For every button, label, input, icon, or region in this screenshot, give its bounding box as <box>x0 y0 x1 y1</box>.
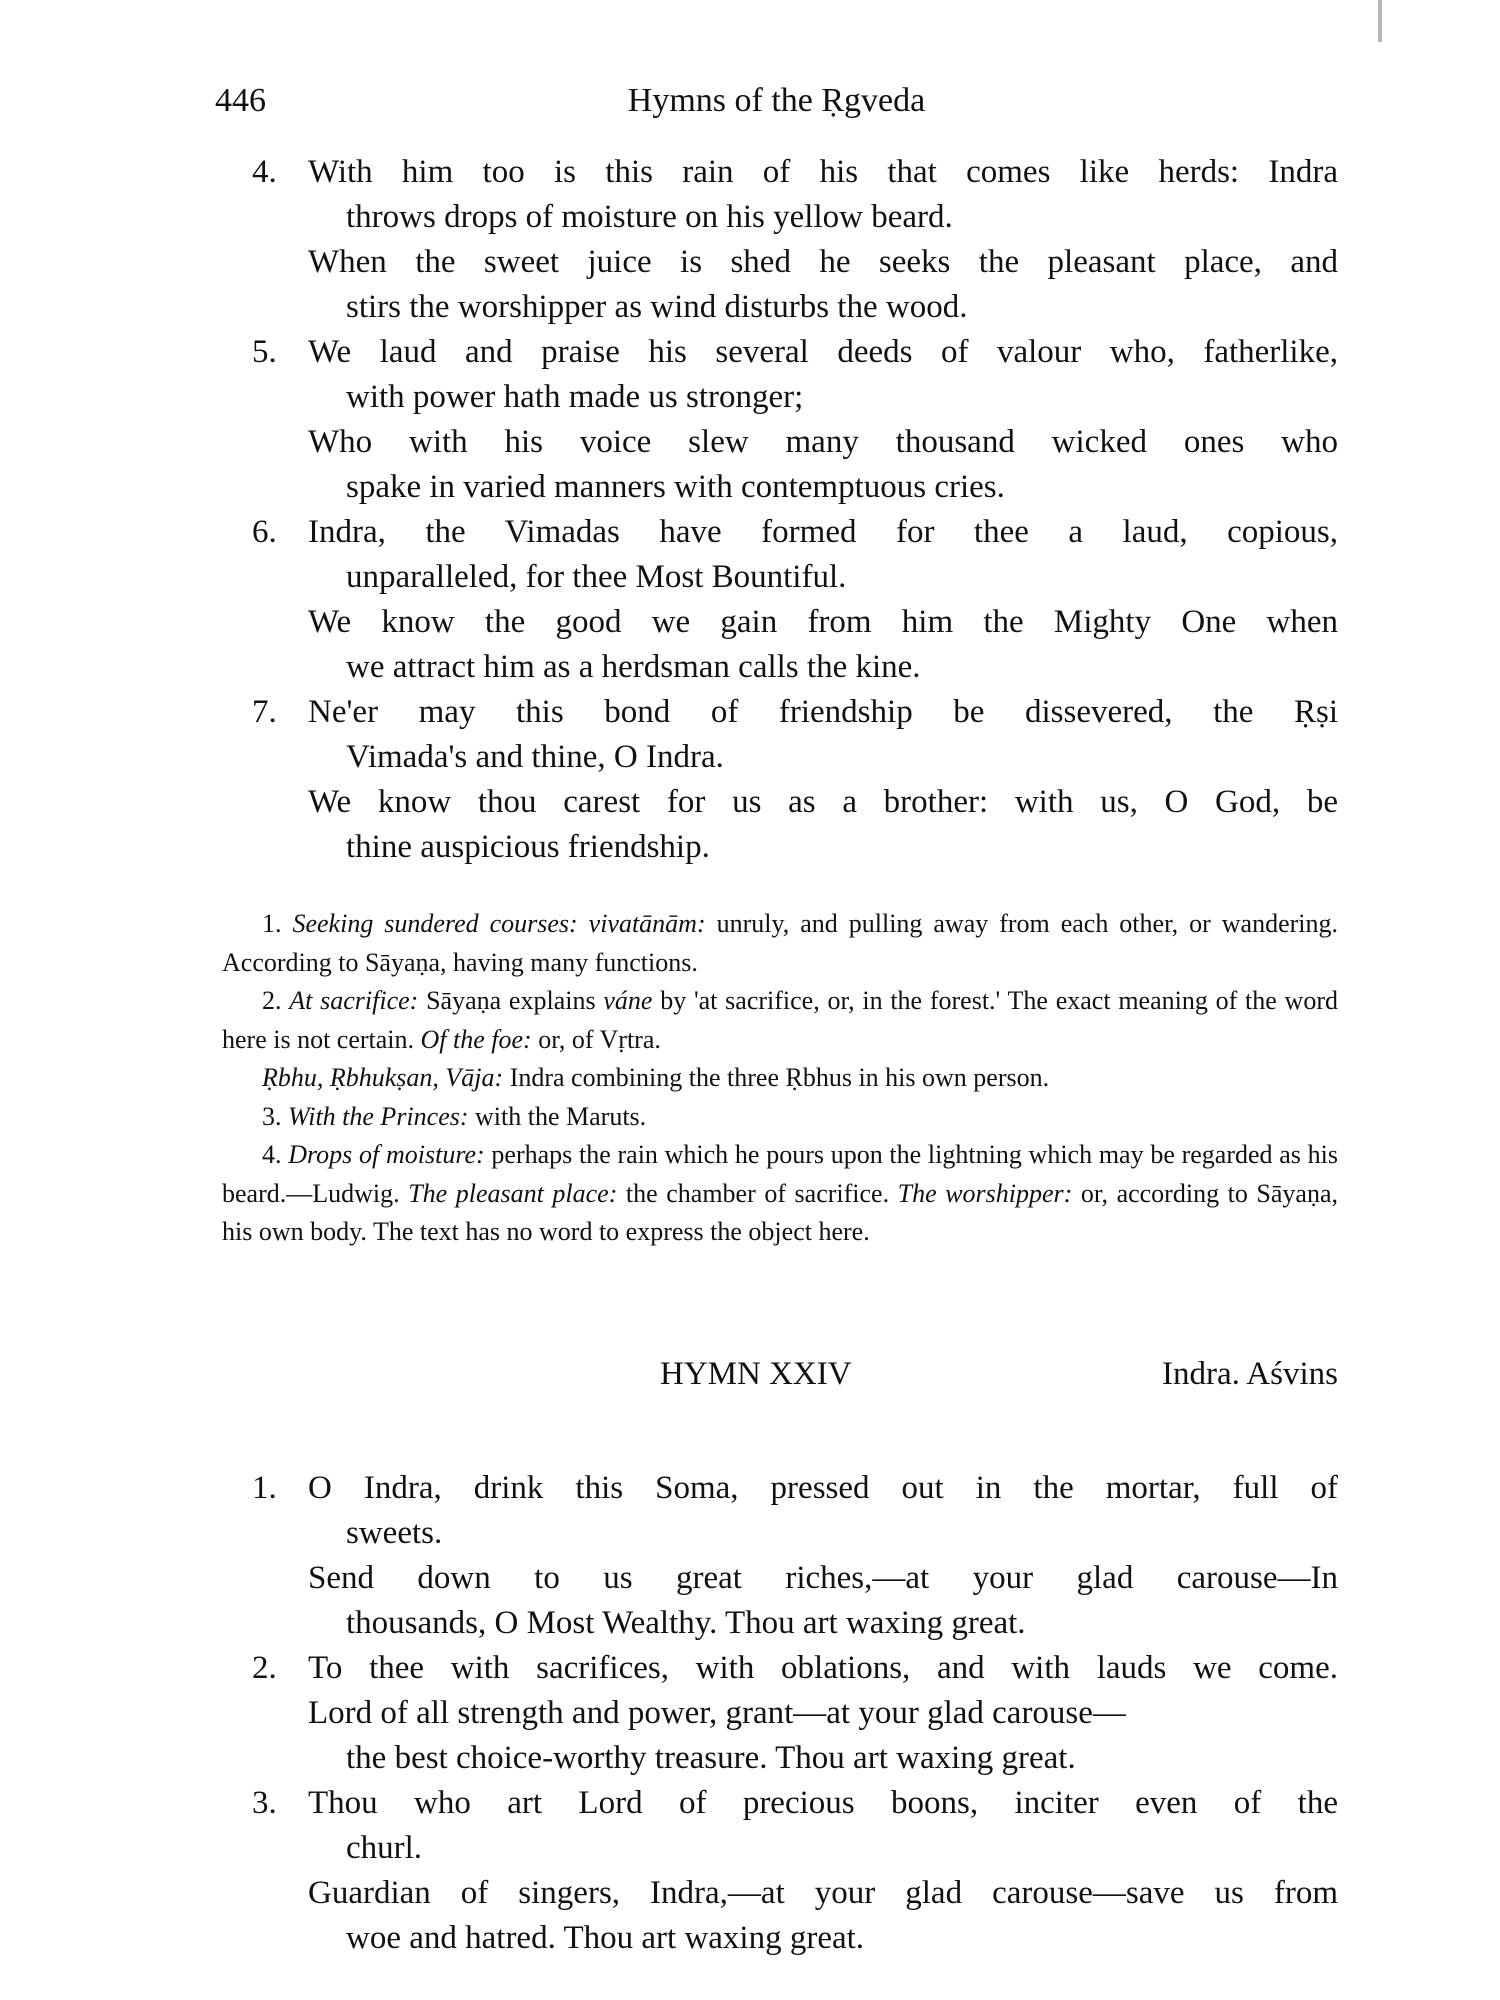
verse <box>252 510 1338 690</box>
verse <box>252 690 1338 870</box>
hymn-heading <box>252 1356 1338 1404</box>
verse-line: we attract him as a herdsman calls the kine. <box>346 649 921 685</box>
verse-line: We know thou carest for us as a brother: with us, O God, be <box>308 784 1338 820</box>
footnote-lemma: Of the foe: <box>420 1024 532 1054</box>
footnote-lemma: Seeking sundered courses: vivatānām: <box>292 909 706 938</box>
verse <box>252 330 1338 510</box>
verse-number: 5. <box>252 334 277 370</box>
footnote-lemma: Drops of moisture: <box>288 1140 485 1169</box>
verse-line: unparalleled, for thee Most Bountiful. <box>346 559 847 595</box>
footnote-lemma: Ṛbhu, Ṛbhukṣan, Vāja: <box>262 1063 504 1092</box>
verse-line: Lord of all strength and power, grant—at your glad carouse— <box>308 1695 1126 1731</box>
footnote-text: 3. <box>262 1101 288 1131</box>
verse <box>252 1646 1338 1781</box>
footnote-text: 2. <box>262 986 290 1015</box>
footnote-text: Sāyaṇa explains <box>418 986 604 1015</box>
verse-line: woe and hatred. Thou art waxing great. <box>346 1920 865 1956</box>
verse-line: thousands, O Most Wealthy. Thou art waxing great. <box>346 1605 1026 1641</box>
verse-line: Vimada's and thine, O Indra. <box>346 739 724 775</box>
footnotes <box>222 905 1338 1252</box>
footnote-text: with the Maruts. <box>468 1101 647 1131</box>
verse-line: When the sweet juice is shed he seeks the pleasant place, and <box>308 244 1338 280</box>
verse-line: with power hath made us stronger; <box>346 379 804 415</box>
verse-number: 4. <box>252 154 277 190</box>
footnote-lemma: váne <box>603 986 653 1015</box>
page-edge-mark <box>1378 0 1382 42</box>
footnote-lemma: The worshipper: <box>897 1178 1073 1208</box>
verse-line: Send down to us great riches,—at your glad carouse—In <box>308 1560 1338 1596</box>
verse-line: To thee with sacrifices, with oblations, and with lauds we come. <box>308 1650 1338 1686</box>
verses-top <box>252 150 1338 870</box>
verse-line: With him too is this rain of his that comes like herds: Indra <box>308 154 1338 190</box>
verse-line: Ne'er may this bond of friendship be dissevered, the Ṛṣi <box>308 694 1338 730</box>
hymn-deity: Indra. Aśvins <box>1162 1356 1338 1392</box>
verse <box>252 1781 1338 1961</box>
footnote-text: the chamber of sacrifice. <box>617 1178 898 1208</box>
verse-line: sweets. <box>346 1515 443 1551</box>
footnote-text: unruly, and pulling away from each other, or wandering. According to Sāyaṇa, having many functions. <box>222 909 1339 977</box>
footnote-lemma: The pleasant place: <box>408 1178 618 1208</box>
verse-number: 6. <box>252 514 277 550</box>
footnote-text: 4. <box>262 1140 289 1169</box>
hymn-title: HYMN XXIV <box>660 1356 852 1392</box>
verse-line: We laud and praise his several deeds of valour who, fatherlike, <box>308 334 1338 370</box>
footnote-text: 1. <box>262 909 293 938</box>
verse-line: Thou who art Lord of precious boons, inciter even of the <box>308 1785 1338 1821</box>
verse-line: churl. <box>346 1830 423 1866</box>
footnote <box>222 905 1338 982</box>
running-title: Hymns of the Ṛgveda <box>627 82 926 119</box>
verse-number: 2. <box>252 1650 277 1686</box>
footnote-text: by 'at sacrifice, or, in the forest.' The exact meaning of the word here is not certain. <box>222 986 1338 1054</box>
footnote-text: or, according to Sāyaṇa, his own body. The text has no word to express the object here. <box>222 1178 1338 1246</box>
footnote-text: perhaps the rain which he pours upon the lightning which may be regarded as his beard.—Ludwig. <box>222 1140 1338 1208</box>
verse-line: We know the good we gain from him the Mighty One when <box>308 604 1338 640</box>
verse-number: 7. <box>252 694 277 730</box>
footnote-text: or, of Vṛtra. <box>531 1024 661 1054</box>
running-head <box>215 82 1338 132</box>
footnote-text: Indra combining the three Ṛbhus in his own person. <box>503 1063 1050 1092</box>
verse <box>252 150 1338 330</box>
verses-bottom <box>252 1466 1338 1961</box>
footnote <box>222 982 1338 1059</box>
footnote-lemma: With the Princes: <box>288 1101 469 1131</box>
verse-number: 3. <box>252 1785 277 1821</box>
verse <box>252 1466 1338 1646</box>
page-number: 446 <box>215 82 266 119</box>
verse-number: 1. <box>252 1470 277 1506</box>
verse-line: the best choice-worthy treasure. Thou art waxing great. <box>346 1740 1076 1776</box>
verse-line: Who with his voice slew many thousand wicked ones who <box>308 424 1338 460</box>
verse-line: Indra, the Vimadas have formed for thee a laud, copious, <box>308 514 1338 550</box>
footnote-lemma: At sacrifice: <box>289 986 419 1015</box>
verse-line: throws drops of moisture on his yellow beard. <box>346 199 953 235</box>
footnote <box>222 1059 1338 1098</box>
verse-line: spake in varied manners with contemptuous cries. <box>346 469 1005 505</box>
verse-line: stirs the worshipper as wind disturbs the wood. <box>346 289 968 325</box>
footnote <box>222 1098 1338 1137</box>
verse-line: O Indra, drink this Soma, pressed out in the mortar, full of <box>308 1470 1338 1506</box>
verse-line: Guardian of singers, Indra,—at your glad carouse—save us from <box>308 1875 1338 1911</box>
footnote <box>222 1136 1338 1252</box>
verse-line: thine auspicious friendship. <box>346 829 710 865</box>
